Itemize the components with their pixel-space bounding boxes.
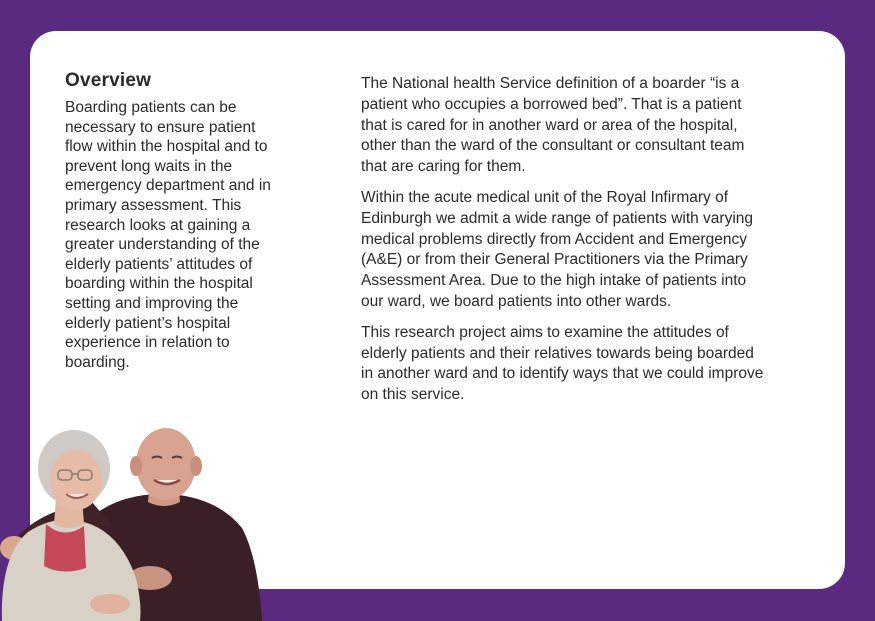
paragraph-definition: The National health Service definition of a boarder “is a patient who occupies a borrowed bed”. That is a patient that is cared for in another ward or area of the hospital, other than the ward of the consultant or consultant team that are caring for them. [361,75,745,176]
paragraph-unit: Within the acute medical unit of the Royal Infirmary of Edinburgh we admit a wide range of patients with varying medical problems directly from Accident and Emergency (A&E) or from their General Practitioners via the Primary Assessment Area. Due to the high intake of patients into our ward, we board patients into other wards. [361,188,754,310]
main-text-section [361,74,766,416]
overview-section [65,70,280,372]
overview-heading: Overview [65,70,152,91]
paragraph-aims: This research project aims to examine the attitudes of elderly patients and their relatives towards being boarded in another ward and to identify ways that we could improve on this service. [361,323,764,404]
overview-text: Boarding patients can be necessary to ensure patient flow within the hospital and to prevent long waits in the emergency department and in primary assessment. This research looks at gaining a greater understanding of the elderly patients’ attitudes of boarding within the hospital setting and improving the elderly patient’s hospital experience in relation to boarding. [65,99,271,371]
elderly-couple-photo [0,428,262,621]
